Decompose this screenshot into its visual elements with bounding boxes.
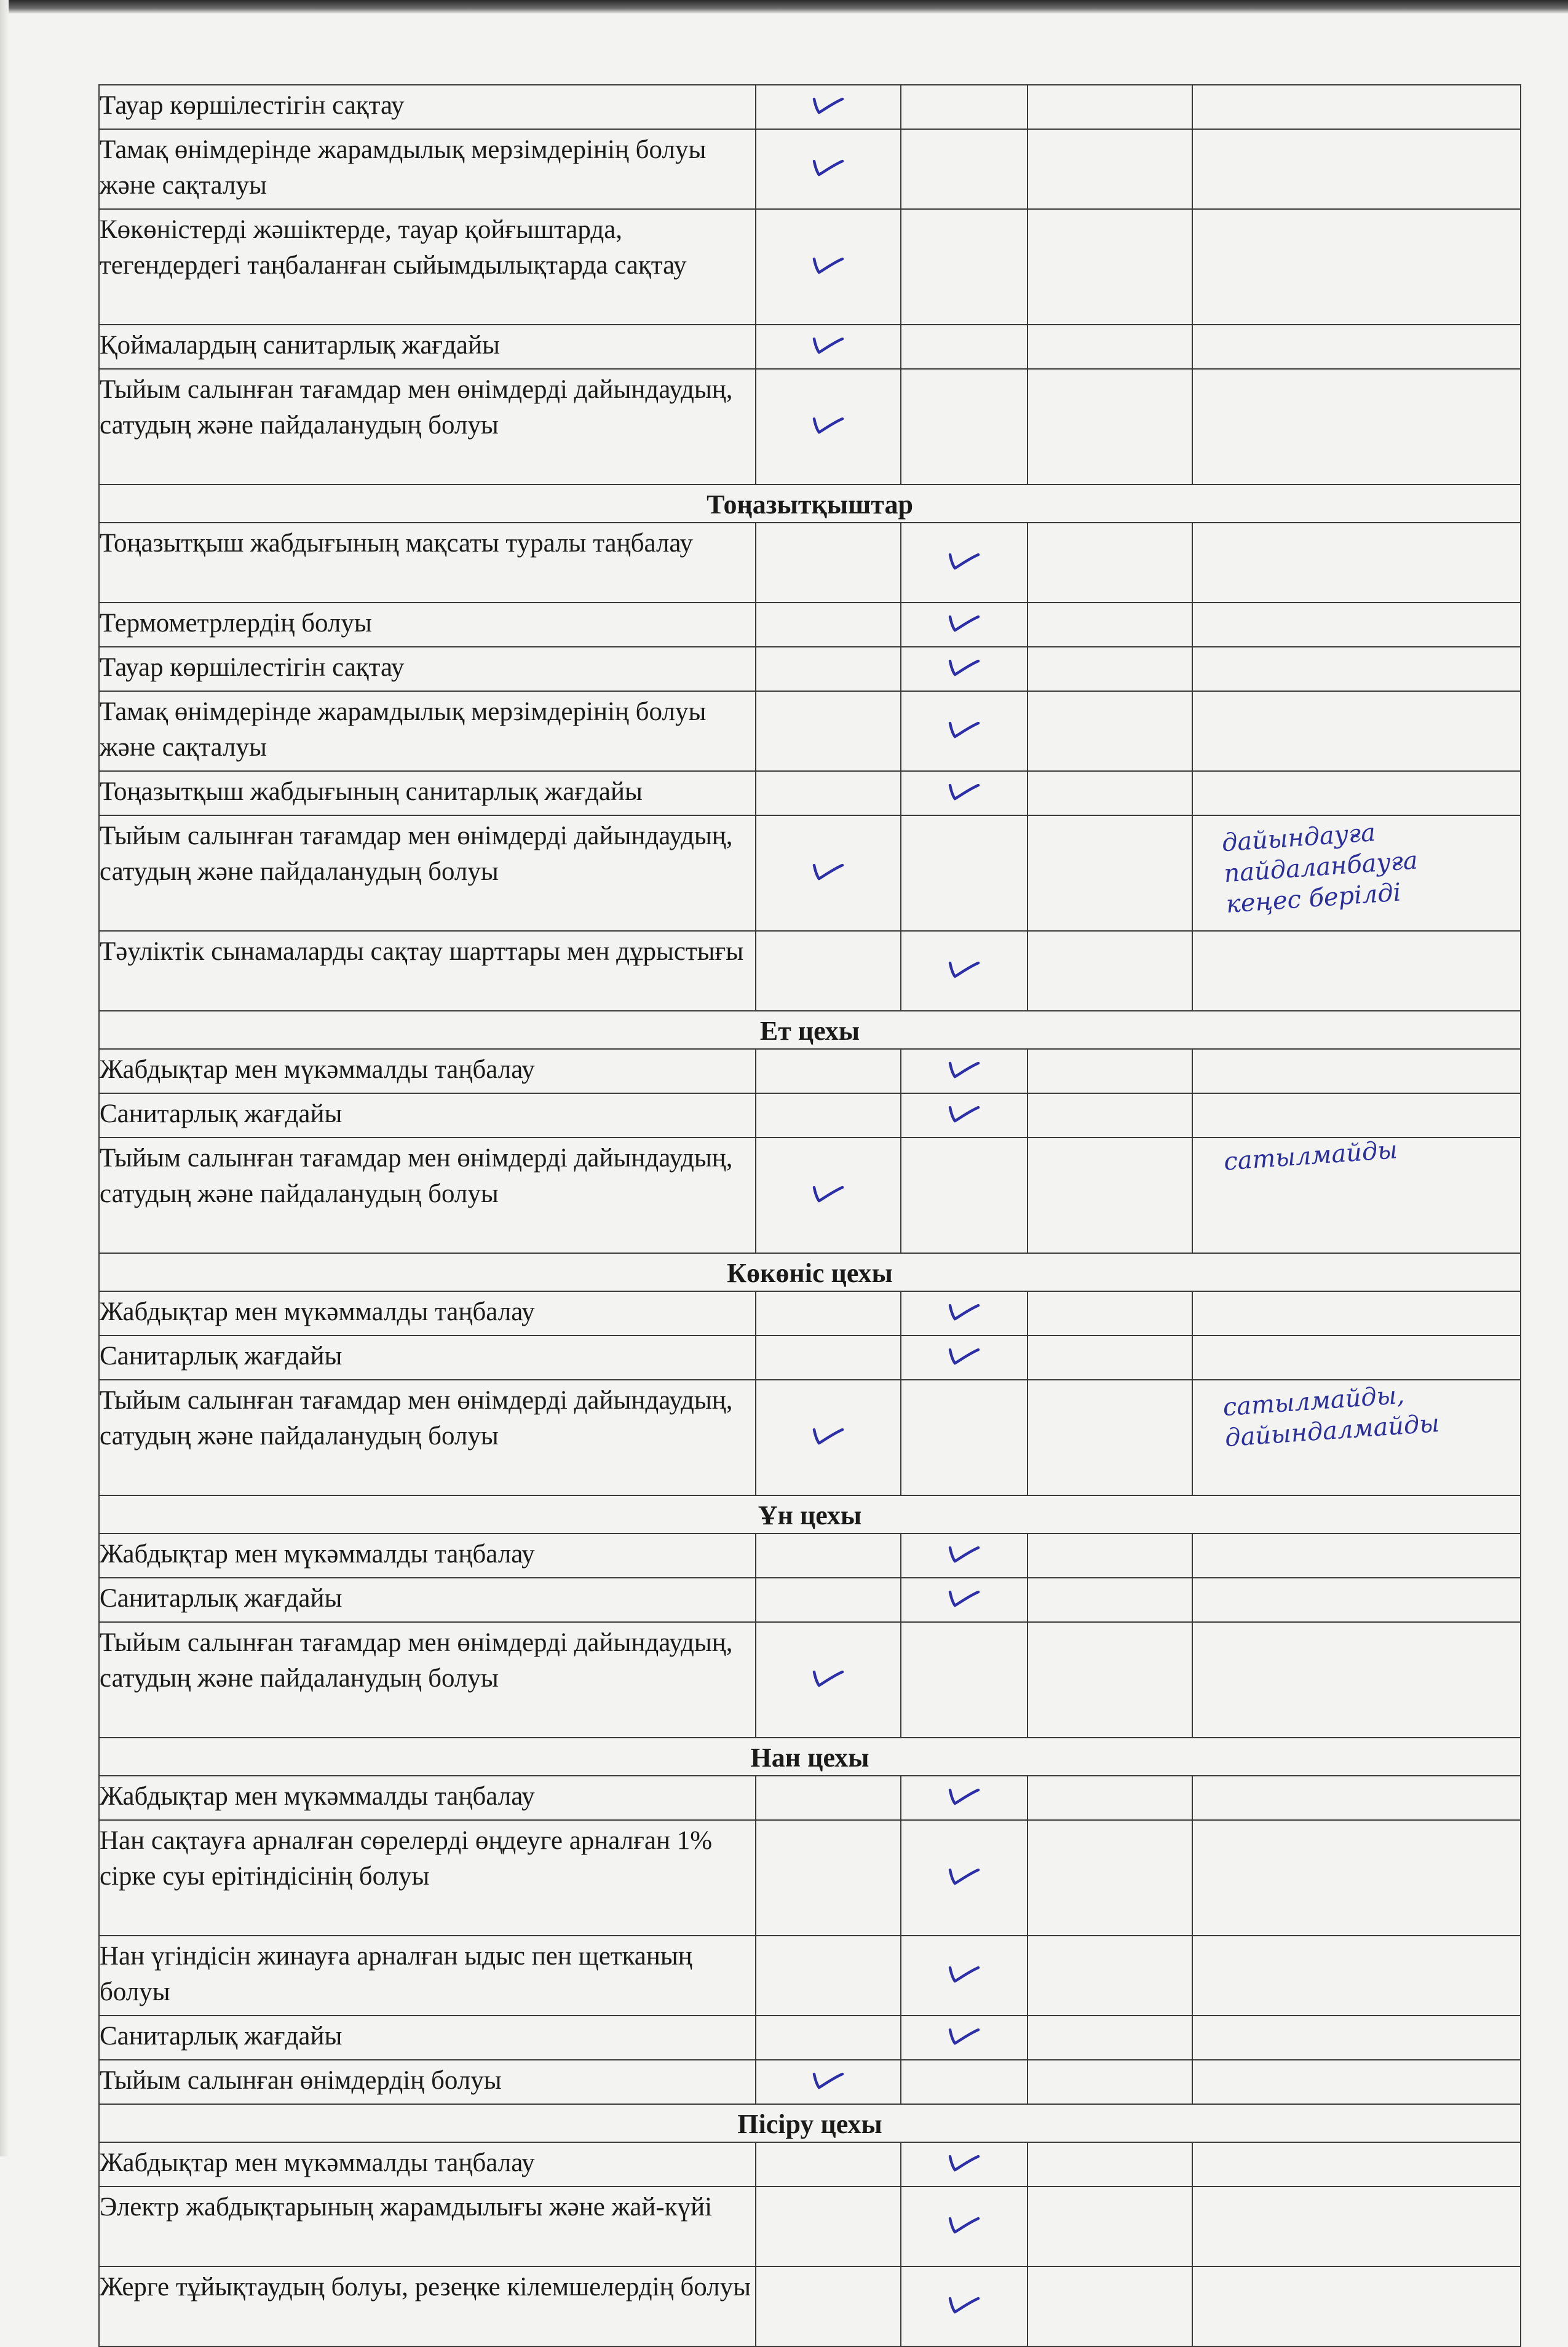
check-cell xyxy=(1028,1534,1192,1578)
remarks-cell xyxy=(1192,1291,1521,1336)
check-cell xyxy=(901,1936,1028,2016)
check-cell xyxy=(901,1820,1028,1936)
remarks-cell xyxy=(1192,523,1521,603)
checklist-row xyxy=(99,1534,1521,1578)
check-cell xyxy=(901,2142,1028,2187)
checklist-row xyxy=(99,1049,1521,1093)
remarks-cell xyxy=(1192,1936,1521,2016)
check-cell xyxy=(901,931,1028,1011)
requirement-label: Тамақ өнімдерінде жарамдылық мерзімдерінің болуы және сақталуы xyxy=(99,691,756,771)
check-cell xyxy=(1028,1380,1192,1495)
requirement-label: Тыйым салынған тағамдар мен өнімдерді дайындаудың, сатудың және пайдаланудың болуы xyxy=(99,815,756,931)
check-mark-icon xyxy=(946,1587,982,1610)
requirement-label: Көкөністерді жәшіктерде, тауар қойғыштарда, тегендердегі таңбаланған сыйымдылықтарда сақтау xyxy=(99,209,756,325)
check-cell xyxy=(1028,647,1192,691)
checklist-row xyxy=(99,523,1521,603)
remarks-cell xyxy=(1192,2060,1521,2104)
section-header-row xyxy=(99,485,1521,523)
check-mark-icon xyxy=(810,414,846,437)
check-mark-icon xyxy=(946,2214,982,2237)
check-cell xyxy=(756,129,901,209)
remarks-cell xyxy=(1192,771,1521,815)
section-title: Тоңазытқыштар xyxy=(99,485,1521,523)
checklist-row xyxy=(99,209,1521,325)
check-cell xyxy=(901,2060,1028,2104)
remarks-cell xyxy=(1192,1776,1521,1820)
checklist-row xyxy=(99,325,1521,369)
check-cell xyxy=(1028,603,1192,647)
check-mark-icon xyxy=(946,1058,982,1082)
requirement-label: Тыйым салынған тағамдар мен өнімдерді дайындаудың, сатудың және пайдаланудың болуы xyxy=(99,1622,756,1738)
check-mark-icon xyxy=(946,1102,982,1126)
check-cell xyxy=(756,771,901,815)
check-cell xyxy=(1028,2142,1192,2187)
section-header-row xyxy=(99,1253,1521,1291)
check-mark-icon xyxy=(810,334,846,357)
requirement-label: Санитарлық жағдайы xyxy=(99,1093,756,1138)
check-cell xyxy=(1028,771,1192,815)
checklist-row xyxy=(99,2187,1521,2266)
check-mark-icon xyxy=(946,612,982,635)
checklist-row xyxy=(99,1138,1521,1253)
checklist-row xyxy=(99,1622,1521,1738)
remarks-cell xyxy=(1192,931,1521,1011)
checklist-row xyxy=(99,647,1521,691)
check-cell xyxy=(756,1138,901,1253)
remarks-cell xyxy=(1192,647,1521,691)
check-cell xyxy=(756,209,901,325)
check-cell xyxy=(901,369,1028,485)
check-cell xyxy=(756,1049,901,1093)
check-cell xyxy=(756,85,901,129)
inspection-checklist-table xyxy=(98,84,1521,2347)
check-cell xyxy=(901,523,1028,603)
requirement-label: Тыйым салынған тағамдар мен өнімдерді дайындаудың, сатудың және пайдаланудың болуы xyxy=(99,1380,756,1495)
check-mark-icon xyxy=(946,656,982,679)
requirement-label: Жабдықтар мен мүкәммалды таңбалау xyxy=(99,1534,756,1578)
check-cell xyxy=(901,2187,1028,2266)
requirement-label: Жабдықтар мен мүкәммалды таңбалау xyxy=(99,2142,756,2187)
check-cell xyxy=(1028,1138,1192,1253)
requirement-label: Термометрлердің болуы xyxy=(99,603,756,647)
check-cell xyxy=(901,1578,1028,1622)
check-cell xyxy=(756,325,901,369)
scan-edge-top xyxy=(0,0,1568,14)
checklist-row xyxy=(99,129,1521,209)
check-cell xyxy=(756,1291,901,1336)
check-cell xyxy=(1028,1820,1192,1936)
scan-edge-left xyxy=(0,0,9,2156)
section-header-row xyxy=(99,2104,1521,2142)
check-cell xyxy=(1028,1093,1192,1138)
check-cell xyxy=(1028,1049,1192,1093)
check-mark-icon xyxy=(810,254,846,277)
checklist-row xyxy=(99,369,1521,485)
check-cell xyxy=(1028,815,1192,931)
check-cell xyxy=(756,2060,901,2104)
check-mark-icon xyxy=(810,1425,846,1448)
check-cell xyxy=(1028,1578,1192,1622)
check-mark-icon xyxy=(946,2294,982,2317)
remarks-cell xyxy=(1192,2187,1521,2266)
check-cell xyxy=(1028,523,1192,603)
section-title: Нан цехы xyxy=(99,1738,1521,1776)
requirement-label: Жабдықтар мен мүкәммалды таңбалау xyxy=(99,1049,756,1093)
requirement-label: Нан үгіндісін жинауға арналған ыдыс пен щетканың болуы xyxy=(99,1936,756,2016)
check-cell xyxy=(1028,1776,1192,1820)
handwritten-note: сатылмайды xyxy=(1222,1136,1399,1176)
check-mark-icon xyxy=(810,860,846,884)
check-cell xyxy=(756,1776,901,1820)
check-cell xyxy=(901,647,1028,691)
check-cell xyxy=(756,1936,901,2016)
remarks-cell xyxy=(1192,1138,1521,1253)
checklist-row xyxy=(99,815,1521,931)
check-cell xyxy=(1028,2187,1192,2266)
checklist-row xyxy=(99,85,1521,129)
check-mark-icon xyxy=(946,1543,982,1566)
requirement-label: Тоңазытқыш жабдығының санитарлық жағдайы xyxy=(99,771,756,815)
remarks-cell xyxy=(1192,129,1521,209)
check-cell xyxy=(901,209,1028,325)
check-cell xyxy=(901,771,1028,815)
checklist-row xyxy=(99,691,1521,771)
check-cell xyxy=(756,2142,901,2187)
check-mark-icon xyxy=(810,2069,846,2092)
check-cell xyxy=(1028,129,1192,209)
check-cell xyxy=(1028,931,1192,1011)
check-cell xyxy=(901,691,1028,771)
checklist-row xyxy=(99,2266,1521,2346)
requirement-label: Тәуліктік сынамаларды сақтау шарттары мен дұрыстығы xyxy=(99,931,756,1011)
check-mark-icon xyxy=(946,1963,982,1986)
requirement-label: Нан сақтауға арналған сөрелерді өңдеуге арналған 1% сірке суы ерітіндісінің болуы xyxy=(99,1820,756,1936)
check-cell xyxy=(756,523,901,603)
checklist-page xyxy=(98,84,1520,2301)
checklist-row xyxy=(99,1093,1521,1138)
check-mark-icon xyxy=(946,1300,982,1324)
check-cell xyxy=(756,815,901,931)
check-cell xyxy=(1028,369,1192,485)
remarks-cell xyxy=(1192,1578,1521,1622)
check-cell xyxy=(1028,325,1192,369)
requirement-label: Қоймалардың санитарлық жағдайы xyxy=(99,325,756,369)
section-header-row xyxy=(99,1738,1521,1776)
check-cell xyxy=(901,1380,1028,1495)
checklist-row xyxy=(99,1291,1521,1336)
requirement-label: Тыйым салынған өнімдердің болуы xyxy=(99,2060,756,2104)
requirement-label: Санитарлық жағдайы xyxy=(99,1578,756,1622)
checklist-row xyxy=(99,1936,1521,2016)
handwritten-note: сатылмайды, дайындалмайды xyxy=(1222,1380,1441,1453)
check-mark-icon xyxy=(946,958,982,981)
check-mark-icon xyxy=(810,94,846,117)
check-mark-icon xyxy=(946,718,982,742)
requirement-label: Жабдықтар мен мүкәммалды таңбалау xyxy=(99,1776,756,1820)
check-cell xyxy=(901,1622,1028,1738)
checklist-row xyxy=(99,1336,1521,1380)
requirement-label: Тамақ өнімдерінде жарамдылық мерзімдерінің болуы және сақталуы xyxy=(99,129,756,209)
check-mark-icon xyxy=(946,1865,982,1888)
check-cell xyxy=(901,1336,1028,1380)
checklist-row xyxy=(99,1776,1521,1820)
check-mark-icon xyxy=(946,1345,982,1368)
check-cell xyxy=(901,815,1028,931)
remarks-cell xyxy=(1192,815,1521,931)
section-title: Ұн цехы xyxy=(99,1495,1521,1534)
remarks-cell xyxy=(1192,85,1521,129)
check-cell xyxy=(756,2187,901,2266)
requirement-label: Санитарлық жағдайы xyxy=(99,2016,756,2060)
remarks-cell xyxy=(1192,2266,1521,2346)
check-cell xyxy=(1028,1622,1192,1738)
checklist-row xyxy=(99,1820,1521,1936)
remarks-cell xyxy=(1192,369,1521,485)
check-cell xyxy=(756,369,901,485)
check-mark-icon xyxy=(946,780,982,804)
checklist-row xyxy=(99,2142,1521,2187)
check-cell xyxy=(901,85,1028,129)
section-title: Ет цехы xyxy=(99,1011,1521,1049)
requirement-label: Тоңазытқыш жабдығының мақсаты туралы таңбалау xyxy=(99,523,756,603)
check-mark-icon xyxy=(810,1182,846,1206)
check-cell xyxy=(756,1336,901,1380)
checklist-row xyxy=(99,2060,1521,2104)
requirement-label: Тыйым салынған тағамдар мен өнімдерді дайындаудың, сатудың және пайдаланудың болуы xyxy=(99,369,756,485)
check-mark-icon xyxy=(946,2025,982,2048)
check-cell xyxy=(756,1578,901,1622)
check-cell xyxy=(1028,1291,1192,1336)
check-cell xyxy=(1028,2060,1192,2104)
check-cell xyxy=(901,1534,1028,1578)
remarks-cell xyxy=(1192,2142,1521,2187)
requirement-label: Санитарлық жағдайы xyxy=(99,1336,756,1380)
requirement-label: Электр жабдықтарының жарамдылығы және жай-күйі xyxy=(99,2187,756,2266)
check-cell xyxy=(901,603,1028,647)
check-mark-icon xyxy=(946,2151,982,2175)
check-cell xyxy=(901,1776,1028,1820)
check-cell xyxy=(1028,1936,1192,2016)
remarks-cell xyxy=(1192,1534,1521,1578)
check-cell xyxy=(1028,1336,1192,1380)
requirement-label: Тауар көршілестігін сақтау xyxy=(99,647,756,691)
remarks-cell xyxy=(1192,1380,1521,1495)
check-cell xyxy=(1028,85,1192,129)
check-cell xyxy=(1028,691,1192,771)
checklist-row xyxy=(99,603,1521,647)
check-cell xyxy=(756,2016,901,2060)
check-cell xyxy=(756,1622,901,1738)
remarks-cell xyxy=(1192,1093,1521,1138)
check-cell xyxy=(756,1380,901,1495)
remarks-cell xyxy=(1192,1049,1521,1093)
check-cell xyxy=(756,2266,901,2346)
section-header-row xyxy=(99,1495,1521,1534)
checklist-row xyxy=(99,2016,1521,2060)
checklist-row xyxy=(99,1380,1521,1495)
check-cell xyxy=(901,325,1028,369)
check-cell xyxy=(1028,2016,1192,2060)
check-mark-icon xyxy=(946,1785,982,1808)
check-cell xyxy=(756,1093,901,1138)
remarks-cell xyxy=(1192,691,1521,771)
check-cell xyxy=(901,1049,1028,1093)
check-cell xyxy=(756,1534,901,1578)
section-title: Көкөніс цехы xyxy=(99,1253,1521,1291)
check-cell xyxy=(756,603,901,647)
check-cell xyxy=(756,931,901,1011)
remarks-cell xyxy=(1192,209,1521,325)
remarks-cell xyxy=(1192,603,1521,647)
requirement-label: Тауар көршілестігін сақтау xyxy=(99,85,756,129)
requirement-label: Жерге тұйықтаудың болуы, резеңке кілемшелердің болуы xyxy=(99,2266,756,2346)
checklist-row xyxy=(99,771,1521,815)
check-mark-icon xyxy=(810,1667,846,1690)
remarks-cell xyxy=(1192,2016,1521,2060)
requirement-label: Тыйым салынған тағамдар мен өнімдерді дайындаудың, сатудың және пайдаланудың болуы xyxy=(99,1138,756,1253)
check-cell xyxy=(901,1093,1028,1138)
check-mark-icon xyxy=(946,550,982,573)
check-cell xyxy=(901,129,1028,209)
check-cell xyxy=(756,691,901,771)
remarks-cell xyxy=(1192,1336,1521,1380)
check-cell xyxy=(756,1820,901,1936)
check-cell xyxy=(901,2016,1028,2060)
check-mark-icon xyxy=(810,156,846,180)
section-header-row xyxy=(99,1011,1521,1049)
check-cell xyxy=(1028,209,1192,325)
check-cell xyxy=(1028,2266,1192,2346)
requirement-label: Жабдықтар мен мүкәммалды таңбалау xyxy=(99,1291,756,1336)
check-cell xyxy=(901,1138,1028,1253)
checklist-row xyxy=(99,931,1521,1011)
handwritten-note: дайындауға пайдаланбауға кеңес берілді xyxy=(1221,818,1419,919)
check-cell xyxy=(901,2266,1028,2346)
remarks-cell xyxy=(1192,1622,1521,1738)
remarks-cell xyxy=(1192,325,1521,369)
remarks-cell xyxy=(1192,1820,1521,1936)
checklist-row xyxy=(99,1578,1521,1622)
check-cell xyxy=(756,647,901,691)
section-title: Пісіру цехы xyxy=(99,2104,1521,2142)
check-cell xyxy=(901,1291,1028,1336)
